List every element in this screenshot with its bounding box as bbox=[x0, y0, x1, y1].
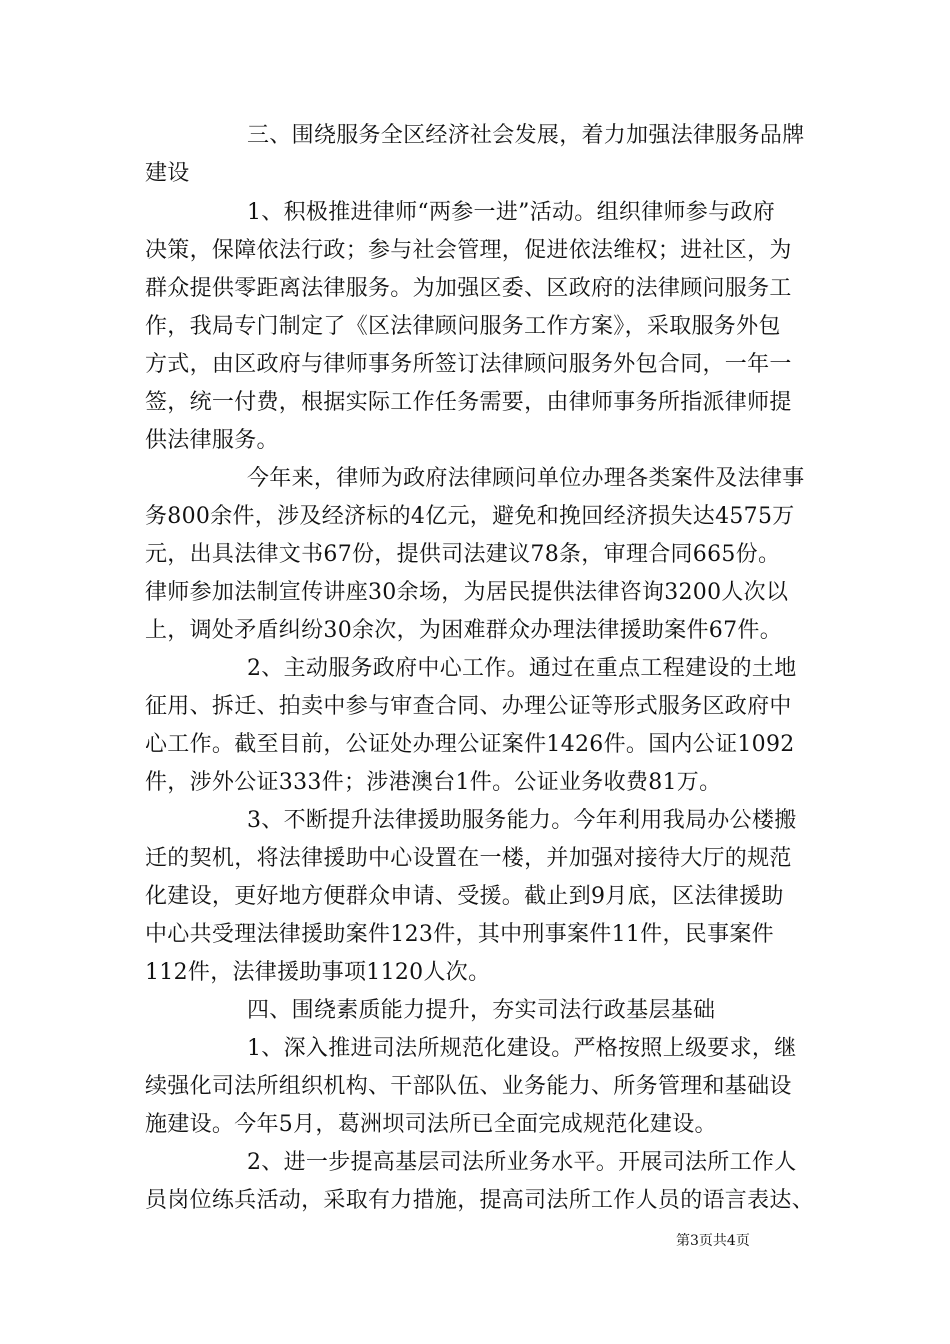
text-line: 作，我局专门制定了《区法律顾问服务工作方案》，采取服务外包 bbox=[145, 314, 781, 339]
text-line: 建设 bbox=[145, 161, 190, 186]
text-line: 供法律服务。 bbox=[145, 428, 279, 453]
text-line: 112件，法律援助事项1120人次。 bbox=[145, 960, 491, 985]
text-line: 件，涉外公证333件；涉港澳台1件。公证业务收费81万。 bbox=[145, 770, 722, 795]
text-line: 心工作。截至目前，公证处办理公证案件1426件。国内公证1092 bbox=[145, 732, 795, 757]
text-line: 签，统一付费，根据实际工作任务需要，由律师事务所指派律师提 bbox=[145, 390, 792, 415]
text-line: 化建设，更好地方便群众申请、受援。截止到9月底，区法律援助 bbox=[145, 884, 784, 909]
text-line: 方式，由区政府与律师事务所签订法律顾问服务外包合同，一年一 bbox=[145, 352, 792, 377]
section-heading: 四、围绕素质能力提升，夯实司法行政基层基础 bbox=[247, 998, 716, 1023]
text-line: 元，出具法律文书67份，提供司法建议78条，审理合同665份。 bbox=[145, 542, 781, 567]
text-line: 施建设。今年5月，葛洲坝司法所已全面完成规范化建设。 bbox=[145, 1112, 717, 1137]
page-footer: 第3页共4页 bbox=[676, 1233, 750, 1249]
text-line: 员岗位练兵活动，采取有力措施，提高司法所工作人员的语言表达、 bbox=[145, 1188, 815, 1213]
text-line: 1、深入推进司法所规范化建设。严格按照上级要求，继 bbox=[247, 1036, 797, 1061]
text-line: 今年来，律师为政府法律顾问单位办理各类案件及法律事 bbox=[247, 466, 805, 491]
text-line: 续强化司法所组织机构、干部队伍、业务能力、所务管理和基础设 bbox=[145, 1074, 792, 1099]
text-line: 迁的契机，将法律援助中心设置在一楼，并加强对接待大厅的规范 bbox=[145, 846, 792, 871]
section-heading: 三、围绕服务全区经济社会发展，着力加强法律服务品牌 bbox=[247, 123, 805, 148]
text-line: 律师参加法制宣传讲座30余场，为居民提供法律咨询3200人次以 bbox=[145, 580, 789, 605]
text-line: 上，调处矛盾纠纷30余次，为困难群众办理法律援助案件67件。 bbox=[145, 618, 782, 643]
text-line: 群众提供零距离法律服务。为加强区委、区政府的法律顾问服务工 bbox=[145, 276, 792, 301]
text-line: 务800余件，涉及经济标的4亿元，避免和挽回经济损失达4575万 bbox=[145, 504, 795, 529]
text-line: 2、主动服务政府中心工作。通过在重点工程建设的土地 bbox=[247, 656, 797, 681]
text-line: 3、不断提升法律援助服务能力。今年利用我局办公楼搬 bbox=[247, 808, 797, 833]
text-line: 中心共受理法律援助案件123件，其中刑事案件11件，民事案件 bbox=[145, 922, 774, 947]
text-line: 征用、拆迁、拍卖中参与审查合同、办理公证等形式服务区政府中 bbox=[145, 694, 792, 719]
text-line: 2、进一步提高基层司法所业务水平。开展司法所工作人 bbox=[247, 1150, 797, 1175]
text-line: 决策，保障依法行政；参与社会管理，促进依法维权；进社区，为 bbox=[145, 238, 792, 263]
text-line: 1、积极推进律师“两参一进”活动。组织律师参与政府 bbox=[247, 200, 775, 225]
